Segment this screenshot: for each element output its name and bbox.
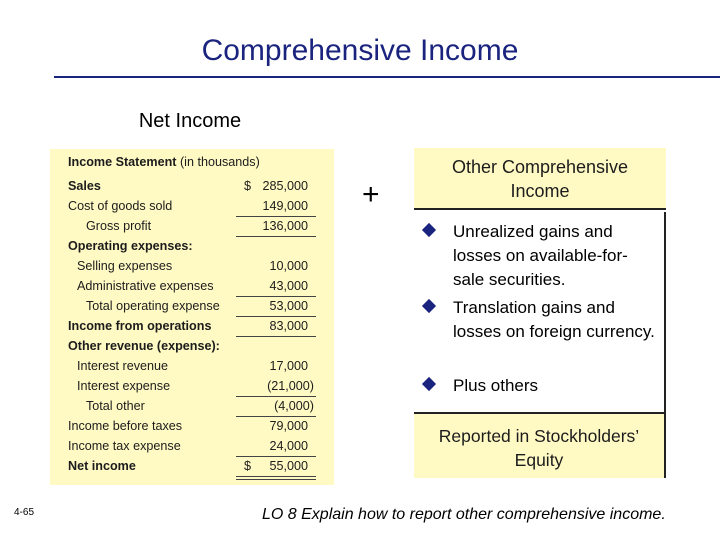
statement-row xyxy=(50,297,334,317)
row-value: 17,000 xyxy=(269,359,308,373)
row-value: 149,000 xyxy=(262,199,308,213)
reported-in-equity-box xyxy=(414,412,666,478)
row-label: Gross profit xyxy=(86,219,152,233)
statement-row xyxy=(50,457,334,477)
title-underline xyxy=(54,76,720,78)
row-value: 55,000 xyxy=(269,459,308,473)
statement-heading-title: Income Statement xyxy=(68,155,177,169)
slide-number: 4-65 xyxy=(14,507,35,518)
net-income-heading: Net Income xyxy=(138,110,242,132)
row-label: Other revenue (expense): xyxy=(68,339,220,353)
row-value: 24,000 xyxy=(269,439,308,453)
statement-row xyxy=(50,177,334,197)
row-value: (21,000) xyxy=(267,379,314,393)
row-value: 83,000 xyxy=(269,319,308,333)
plus-sign: + xyxy=(362,178,380,211)
row-label: Administrative expenses xyxy=(77,279,214,293)
learning-objective: LO 8 Explain how to report other comprehensive income. xyxy=(262,506,666,523)
double-underline xyxy=(236,476,316,480)
row-label: Income before taxes xyxy=(68,419,183,433)
row-label: Total operating expense xyxy=(86,299,220,313)
statement-row xyxy=(50,357,334,377)
row-value: 136,000 xyxy=(262,219,308,233)
row-label: Cost of goods sold xyxy=(68,199,173,213)
statement-row xyxy=(50,197,334,217)
row-value: 43,000 xyxy=(269,279,308,293)
oci-bullet-list xyxy=(414,212,666,412)
row-label: Interest revenue xyxy=(77,359,169,373)
dollar-sign: $ xyxy=(244,179,252,193)
bullet-text: Plus others xyxy=(453,376,539,395)
oci-header-box xyxy=(414,148,666,210)
oci-header-line2: Income xyxy=(510,181,570,201)
row-label: Income from operations xyxy=(68,319,212,333)
statement-row xyxy=(50,277,334,297)
row-value: 79,000 xyxy=(269,419,308,433)
income-statement-panel xyxy=(50,149,334,485)
reported-line2: Equity xyxy=(514,450,564,470)
row-value: 285,000 xyxy=(262,179,308,193)
row-label: Total other xyxy=(86,399,145,413)
row-label: Interest expense xyxy=(77,379,171,393)
slide-title: Comprehensive Income xyxy=(201,34,519,67)
diamond-bullet-icon xyxy=(422,223,436,237)
row-label: Operating expenses: xyxy=(68,239,193,253)
row-value: 53,000 xyxy=(269,299,308,313)
statement-row xyxy=(50,397,334,417)
statement-row xyxy=(50,237,334,257)
statement-row xyxy=(50,217,334,237)
bullet-text: Translation gains and losses on foreign currency. xyxy=(453,298,655,341)
row-label: Selling expenses xyxy=(77,259,173,273)
row-label: Net income xyxy=(68,459,136,473)
oci-header-line1: Other Comprehensive xyxy=(451,157,629,177)
bullet-text: Unrealized gains and losses on available-for-sale securities. xyxy=(453,222,628,289)
statement-row xyxy=(50,337,334,357)
statement-row xyxy=(50,257,334,277)
row-label: Income tax expense xyxy=(68,439,181,453)
statement-row xyxy=(50,437,334,457)
statement-heading-suffix: (in thousands) xyxy=(176,155,260,169)
dollar-sign: $ xyxy=(244,459,252,473)
statement-row xyxy=(50,417,334,437)
statement-heading xyxy=(50,153,334,173)
reported-line1: Reported in Stockholders’ xyxy=(438,426,640,446)
row-value: (4,000) xyxy=(274,399,314,413)
diamond-bullet-icon xyxy=(422,299,436,313)
diamond-bullet-icon xyxy=(422,377,436,391)
statement-row xyxy=(50,377,334,397)
statement-row xyxy=(50,317,334,337)
row-value: 10,000 xyxy=(269,259,308,273)
row-label: Sales xyxy=(68,179,101,193)
